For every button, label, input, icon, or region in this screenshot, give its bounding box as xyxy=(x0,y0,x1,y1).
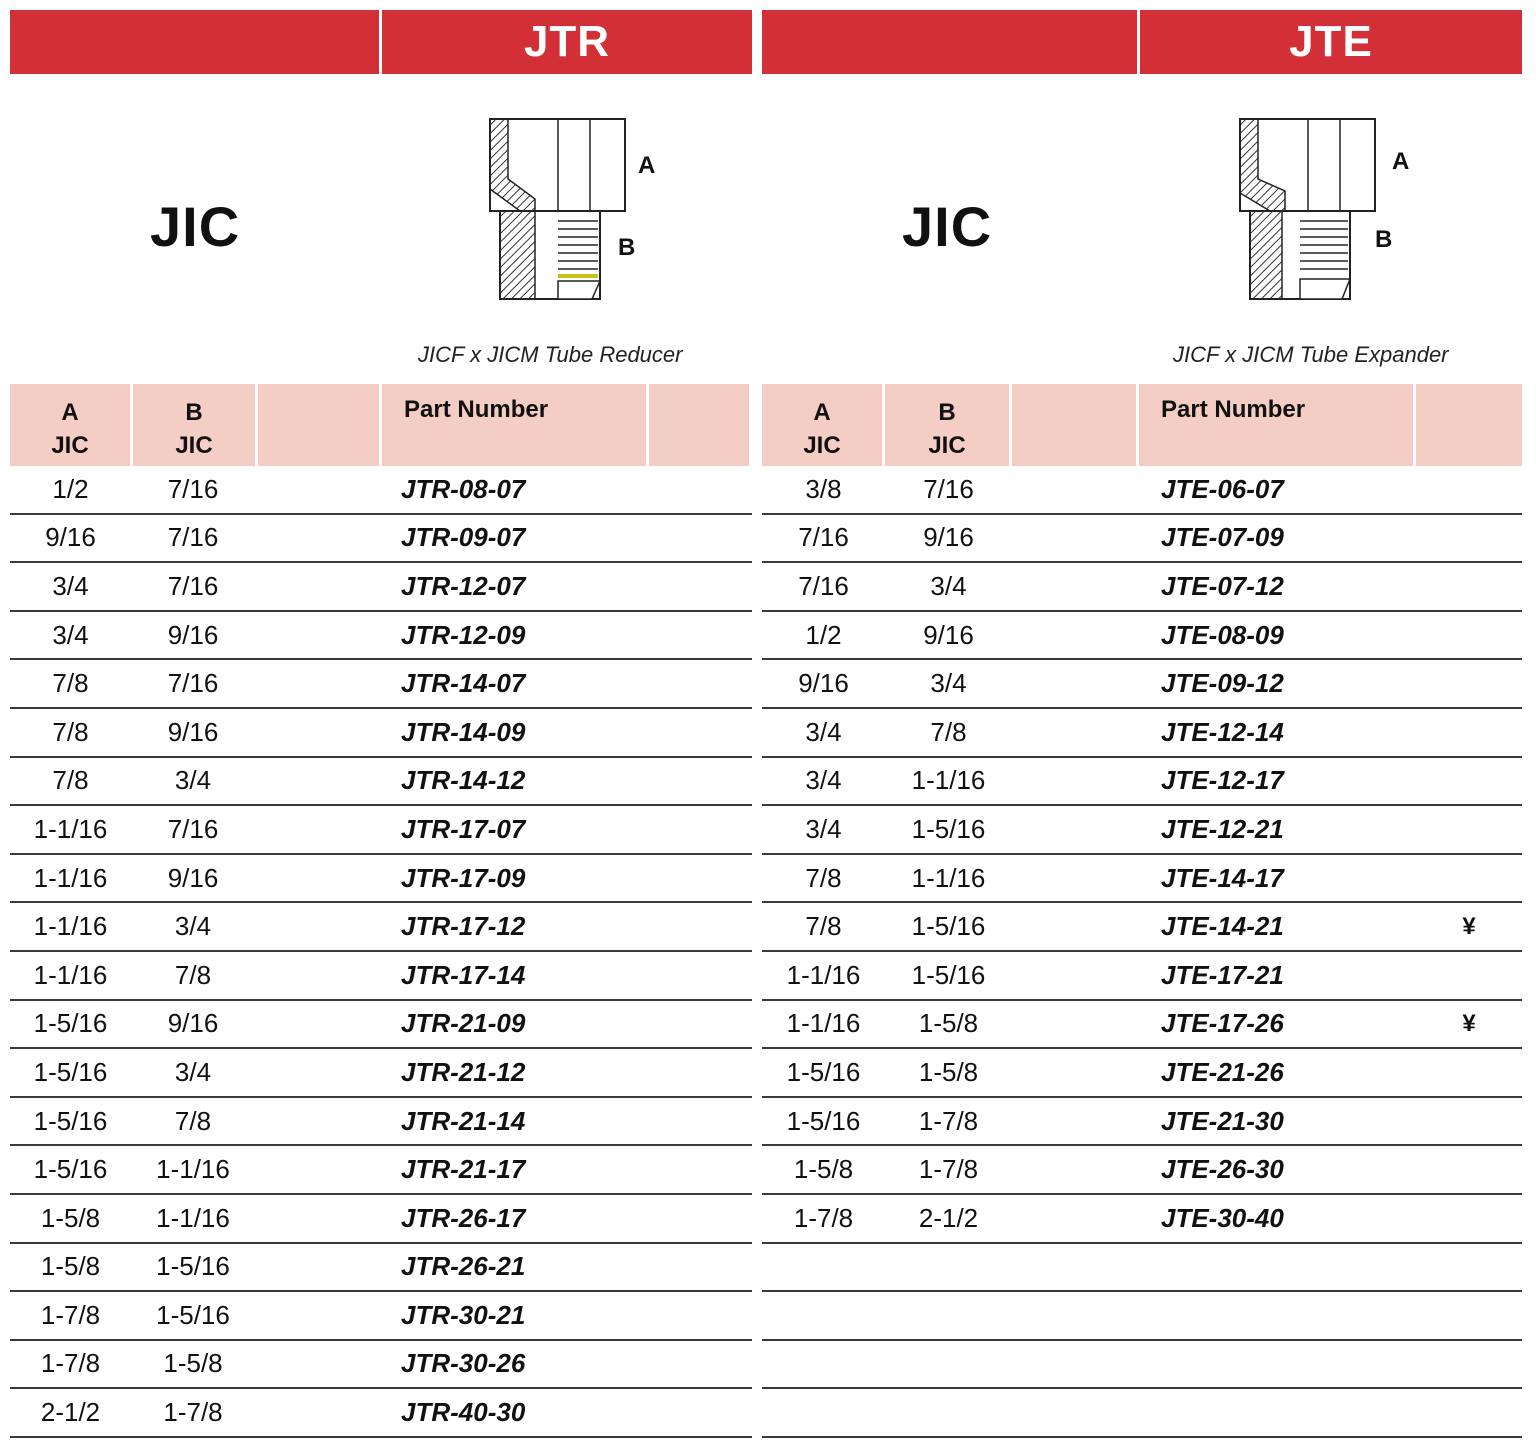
cell-part-number: JTE-09-12 xyxy=(1161,668,1284,699)
cell-a: 7/8 xyxy=(52,716,89,747)
cell-note: ¥ xyxy=(1462,912,1476,940)
cell-b: 1-7/8 xyxy=(918,1154,979,1185)
jtr-graphic-area xyxy=(10,74,752,384)
cell-part-number: JTE-14-17 xyxy=(1161,862,1284,893)
cell-part-number: JTR-21-17 xyxy=(401,1154,526,1185)
cell-a: 3/4 xyxy=(52,570,89,601)
cell-a: 1-1/16 xyxy=(786,959,861,990)
cell-part-number: JTE-12-21 xyxy=(1161,813,1284,844)
table-row xyxy=(762,612,1522,661)
cell-b: 7/16 xyxy=(167,570,219,601)
cell-b: 1-5/16 xyxy=(156,1299,230,1330)
cell-b: 1-1/16 xyxy=(156,1154,230,1185)
cell-a: 1-1/16 xyxy=(33,911,108,942)
label-a: A xyxy=(1392,148,1410,175)
table-row xyxy=(10,1244,752,1293)
table-row xyxy=(762,1292,1522,1341)
cell-part-number: JTE-14-21 xyxy=(1161,911,1284,942)
cell-b: 7/16 xyxy=(167,522,219,553)
cell-part-number: JTR-21-14 xyxy=(401,1105,526,1136)
cell-b: 7/16 xyxy=(167,668,219,699)
cell-b: 9/16 xyxy=(167,1008,219,1039)
jte-panel xyxy=(762,10,1522,1438)
table-row xyxy=(10,660,752,709)
jtr-title: JTR xyxy=(382,10,752,74)
table-row xyxy=(762,1195,1522,1244)
table-row xyxy=(762,855,1522,904)
col-note-header xyxy=(649,384,749,466)
col-part-header: Part Number xyxy=(1139,384,1413,466)
cell-a: 2-1/2 xyxy=(40,1397,101,1428)
cell-b: 9/16 xyxy=(167,716,219,747)
cell-b: 7/16 xyxy=(167,473,219,504)
table-row xyxy=(762,952,1522,1001)
cell-b: 9/16 xyxy=(167,862,219,893)
table-row xyxy=(10,855,752,904)
cell-b: 1-5/8 xyxy=(163,1348,223,1379)
expander-fitting-icon xyxy=(1230,109,1430,339)
table-row xyxy=(762,1049,1522,1098)
table-row xyxy=(10,709,752,758)
cell-part-number: JTE-06-07 xyxy=(1161,473,1284,504)
table-row xyxy=(10,612,752,661)
cell-part-number: JTR-17-14 xyxy=(401,959,526,990)
cell-a: 1-5/16 xyxy=(786,1105,861,1136)
table-row xyxy=(762,1146,1522,1195)
table-row xyxy=(10,1001,752,1050)
cell-a: 1-5/8 xyxy=(40,1251,101,1282)
cell-part-number: JTE-26-30 xyxy=(1161,1154,1284,1185)
table-row xyxy=(10,1389,752,1438)
label-a: A xyxy=(638,152,656,179)
cell-a: 3/4 xyxy=(52,619,89,650)
cell-b: 1-5/16 xyxy=(911,959,986,990)
table-row xyxy=(762,1098,1522,1147)
col-blank-header xyxy=(1012,384,1136,466)
cell-b: 1-5/8 xyxy=(918,1008,979,1039)
cell-part-number: JTR-09-07 xyxy=(401,522,526,553)
cell-part-number: JTR-14-07 xyxy=(401,668,526,699)
cell-a: 1-5/8 xyxy=(40,1202,101,1233)
col-a-header: A JIC xyxy=(762,384,882,466)
cell-a: 3/4 xyxy=(805,716,842,747)
cell-b: 3/4 xyxy=(174,911,212,942)
cell-part-number: JTE-08-09 xyxy=(1161,619,1284,650)
jic-label: JIC xyxy=(902,195,993,258)
cell-b: 2-1/2 xyxy=(918,1202,979,1233)
cell-a: 7/8 xyxy=(805,911,842,942)
reducer-fitting-icon xyxy=(480,109,680,339)
jte-header-bar xyxy=(762,10,1522,74)
jte-table-header xyxy=(762,384,1522,466)
cell-part-number: JTE-30-40 xyxy=(1161,1202,1284,1233)
cell-b: 1-1/16 xyxy=(156,1202,230,1233)
header-blank xyxy=(10,10,379,74)
cell-part-number: JTE-17-26 xyxy=(1161,1008,1284,1039)
cell-a: 1/2 xyxy=(52,473,89,504)
col-blank-header xyxy=(258,384,379,466)
table-row xyxy=(762,1389,1522,1438)
table-row xyxy=(762,1244,1522,1293)
cell-part-number: JTR-17-07 xyxy=(401,813,526,844)
table-row xyxy=(10,806,752,855)
cell-a: 3/4 xyxy=(805,813,842,844)
jtr-table-body xyxy=(10,466,752,1438)
cell-b: 1-5/8 xyxy=(918,1056,979,1087)
table-row xyxy=(10,1195,752,1244)
cell-part-number: JTR-17-09 xyxy=(401,862,526,893)
jtr-caption: JICF x JICM Tube Reducer xyxy=(418,342,683,367)
cell-part-number: JTE-21-26 xyxy=(1161,1056,1284,1087)
cell-a: 1-5/16 xyxy=(33,1105,108,1136)
cell-b: 3/4 xyxy=(930,570,967,601)
cell-a: 1-7/8 xyxy=(793,1202,854,1233)
cell-a: 3/4 xyxy=(805,765,842,796)
cell-a: 1-5/16 xyxy=(33,1008,108,1039)
cell-b: 3/4 xyxy=(930,668,967,699)
cell-part-number: JTE-07-12 xyxy=(1161,570,1284,601)
table-row xyxy=(10,1146,752,1195)
table-row xyxy=(762,563,1522,612)
cell-part-number: JTR-17-12 xyxy=(401,911,526,942)
cell-b: 9/16 xyxy=(923,522,974,553)
cell-part-number: JTE-12-14 xyxy=(1161,716,1284,747)
table-row xyxy=(10,466,752,515)
col-part-header: Part Number xyxy=(382,384,646,466)
cell-a: 7/8 xyxy=(52,668,89,699)
jic-label: JIC xyxy=(150,195,241,258)
cell-part-number: JTR-30-21 xyxy=(401,1299,526,1330)
table-row xyxy=(10,1341,752,1390)
cell-a: 7/16 xyxy=(798,570,849,601)
cell-part-number: JTE-21-30 xyxy=(1161,1105,1284,1136)
cell-a: 1-1/16 xyxy=(33,862,108,893)
table-row xyxy=(762,466,1522,515)
cell-a: 3/8 xyxy=(805,473,842,504)
table-row xyxy=(10,1049,752,1098)
jtr-header-bar xyxy=(10,10,752,74)
table-row xyxy=(762,1341,1522,1390)
cell-b: 1-1/16 xyxy=(911,862,986,893)
col-note-header xyxy=(1416,384,1522,466)
table-row xyxy=(10,563,752,612)
table-row xyxy=(10,758,752,807)
cell-a: 1-1/16 xyxy=(33,959,108,990)
table-row xyxy=(762,709,1522,758)
cell-a: 1-5/16 xyxy=(786,1056,861,1087)
cell-b: 7/16 xyxy=(923,473,974,504)
cell-a: 1-5/16 xyxy=(33,1154,108,1185)
label-b: B xyxy=(618,234,636,261)
cell-b: 1-5/16 xyxy=(156,1251,230,1282)
table-row xyxy=(10,1292,752,1341)
cell-b: 1-1/16 xyxy=(911,765,986,796)
table-row xyxy=(762,758,1522,807)
cell-part-number: JTR-12-07 xyxy=(401,570,526,601)
jte-caption: JICF x JICM Tube Expander xyxy=(1173,342,1449,367)
cell-a: 1-7/8 xyxy=(40,1299,101,1330)
cell-b: 7/8 xyxy=(174,959,212,990)
cell-b: 9/16 xyxy=(167,619,219,650)
cell-a: 7/8 xyxy=(805,862,842,893)
cell-b: 1-7/8 xyxy=(163,1397,223,1428)
table-row xyxy=(10,515,752,564)
cell-a: 7/8 xyxy=(52,765,89,796)
cell-a: 1-7/8 xyxy=(40,1348,101,1379)
col-b-header: B JIC xyxy=(885,384,1009,466)
table-row xyxy=(10,1098,752,1147)
table-row xyxy=(10,903,752,952)
cell-part-number: JTR-26-21 xyxy=(401,1251,526,1282)
cell-part-number: JTR-08-07 xyxy=(401,473,526,504)
table-row xyxy=(762,903,1522,952)
cell-part-number: JTR-26-17 xyxy=(401,1202,526,1233)
table-row xyxy=(762,515,1522,564)
table-row xyxy=(10,952,752,1001)
cell-part-number: JTR-14-12 xyxy=(401,765,526,796)
cell-b: 7/8 xyxy=(174,1105,212,1136)
cell-a: 1/2 xyxy=(805,619,842,650)
cell-part-number: JTR-21-09 xyxy=(401,1008,526,1039)
cell-part-number: JTE-07-09 xyxy=(1161,522,1284,553)
cell-part-number: JTR-30-26 xyxy=(401,1348,526,1379)
table-row xyxy=(762,1001,1522,1050)
cell-a: 9/16 xyxy=(798,668,849,699)
header-blank xyxy=(762,10,1137,74)
jte-table-body xyxy=(762,466,1522,1438)
jte-title: JTE xyxy=(1140,10,1522,74)
cell-a: 7/16 xyxy=(798,522,849,553)
col-b-header: B JIC xyxy=(133,384,255,466)
cell-part-number: JTR-14-09 xyxy=(401,716,526,747)
cell-a: 9/16 xyxy=(45,522,96,553)
cell-b: 7/16 xyxy=(167,813,219,844)
cell-b: 1-5/16 xyxy=(911,813,986,844)
jtr-table-header xyxy=(10,384,752,466)
cell-a: 1-1/16 xyxy=(33,813,108,844)
cell-note: ¥ xyxy=(1462,1009,1476,1037)
jte-graphic-area xyxy=(762,74,1522,384)
jtr-panel xyxy=(10,10,752,1438)
cell-a: 1-5/8 xyxy=(793,1154,854,1185)
cell-b: 9/16 xyxy=(923,619,974,650)
cell-part-number: JTR-40-30 xyxy=(401,1397,526,1428)
cell-a: 1-1/16 xyxy=(786,1008,861,1039)
cell-b: 1-5/16 xyxy=(911,911,986,942)
cell-part-number: JTR-21-12 xyxy=(401,1056,526,1087)
cell-part-number: JTR-12-09 xyxy=(401,619,526,650)
cell-b: 3/4 xyxy=(174,765,212,796)
cell-part-number: JTE-17-21 xyxy=(1161,959,1284,990)
cell-part-number: JTE-12-17 xyxy=(1161,765,1284,796)
cell-b: 1-7/8 xyxy=(918,1105,979,1136)
col-a-header: A JIC xyxy=(10,384,130,466)
cell-b: 7/8 xyxy=(930,716,967,747)
label-b: B xyxy=(1375,226,1393,253)
cell-b: 3/4 xyxy=(174,1056,212,1087)
table-row xyxy=(762,660,1522,709)
table-row xyxy=(762,806,1522,855)
cell-a: 1-5/16 xyxy=(33,1056,108,1087)
